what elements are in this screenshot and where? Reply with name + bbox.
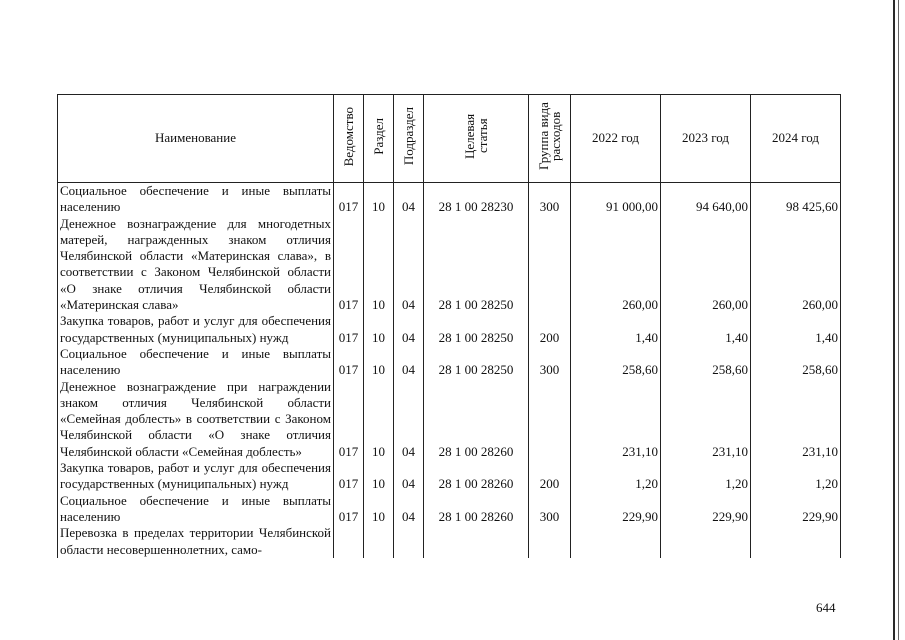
cell-cel: 28 1 00 28250	[424, 216, 529, 314]
cell-group: 300	[529, 183, 571, 216]
cell-name: Денежное вознаграждение при награждении знаком отличия Челябинской области «Семейная доблесть» в соответствии с Законом Челябинской области «О знаке отличия Челябинской области «Семейная доблесть»	[58, 379, 334, 460]
cell-y2023: 1,20	[661, 460, 751, 493]
cell-ved: 017	[334, 460, 364, 493]
cell-y2023: 1,40	[661, 313, 751, 346]
cell-y2024: 1,20	[751, 460, 841, 493]
cell-group: 200	[529, 460, 571, 493]
cell-name: Социальное обеспечение и иные выплаты населению	[58, 493, 334, 526]
cell-y2022: 91 000,00	[571, 183, 661, 216]
cell-y2024: 229,90	[751, 493, 841, 526]
table-row	[58, 379, 841, 460]
header-podrazdel: Подраздел	[394, 95, 424, 183]
header-name: Наименование	[58, 95, 334, 183]
cell-y2024: 98 425,60	[751, 183, 841, 216]
cell-y2024: 1,40	[751, 313, 841, 346]
budget-table	[57, 94, 841, 558]
cell-group: 200	[529, 313, 571, 346]
cell-group	[529, 379, 571, 460]
cell-ved: 017	[334, 313, 364, 346]
table-row	[58, 346, 841, 379]
cell-y2023	[661, 525, 751, 558]
cell-y2022	[571, 525, 661, 558]
cell-podrazdel: 04	[394, 183, 424, 216]
cell-name: Закупка товаров, работ и услуг для обеспечения государственных (муниципальных) нужд	[58, 313, 334, 346]
cell-podrazdel: 04	[394, 379, 424, 460]
cell-podrazdel: 04	[394, 346, 424, 379]
cell-cel: 28 1 00 28260	[424, 379, 529, 460]
cell-y2022: 229,90	[571, 493, 661, 526]
cell-name: Закупка товаров, работ и услуг для обеспечения государственных (муниципальных) нужд	[58, 460, 334, 493]
cell-ved: 017	[334, 493, 364, 526]
cell-y2023: 231,10	[661, 379, 751, 460]
header-razdel: Раздел	[364, 95, 394, 183]
cell-y2024: 231,10	[751, 379, 841, 460]
cell-podrazdel: 04	[394, 216, 424, 314]
cell-group	[529, 525, 571, 558]
cell-y2024: 260,00	[751, 216, 841, 314]
cell-cel: 28 1 00 28250	[424, 313, 529, 346]
cell-podrazdel: 04	[394, 460, 424, 493]
cell-name: Перевозка в пределах территории Челябинской области несовершеннолетних, само-	[58, 525, 334, 558]
cell-podrazdel: 04	[394, 493, 424, 526]
table-row	[58, 313, 841, 346]
cell-y2022: 231,10	[571, 379, 661, 460]
cell-razdel: 10	[364, 460, 394, 493]
cell-y2023: 94 640,00	[661, 183, 751, 216]
cell-name: Денежное вознаграждение для многодетных матерей, награжденных знаком отличия Челябинской области «Материнская слава», в соответствии с Законом Челябинской области «О знаке отличия Челябинской области «Материнская слава»	[58, 216, 334, 314]
cell-group: 300	[529, 346, 571, 379]
table-row	[58, 525, 841, 558]
cell-cel: 28 1 00 28230	[424, 183, 529, 216]
cell-cel	[424, 525, 529, 558]
cell-y2022: 1,20	[571, 460, 661, 493]
header-group: Группа вида расходов	[529, 95, 571, 183]
header-ved: Ведомство	[334, 95, 364, 183]
table-row	[58, 493, 841, 526]
header-cel: Целевая статья	[424, 95, 529, 183]
cell-razdel: 10	[364, 313, 394, 346]
cell-cel: 28 1 00 28250	[424, 346, 529, 379]
cell-group: 300	[529, 493, 571, 526]
cell-razdel	[364, 525, 394, 558]
table-header-row	[58, 95, 841, 183]
cell-razdel: 10	[364, 379, 394, 460]
table-body	[58, 183, 841, 558]
header-2023: 2023 год	[661, 95, 751, 183]
table-row	[58, 183, 841, 216]
cell-y2022: 260,00	[571, 216, 661, 314]
cell-razdel: 10	[364, 216, 394, 314]
cell-y2023: 260,00	[661, 216, 751, 314]
cell-podrazdel	[394, 525, 424, 558]
cell-razdel: 10	[364, 183, 394, 216]
cell-cel: 28 1 00 28260	[424, 460, 529, 493]
header-2024: 2024 год	[751, 95, 841, 183]
cell-y2024	[751, 525, 841, 558]
header-2022: 2022 год	[571, 95, 661, 183]
cell-cel: 28 1 00 28260	[424, 493, 529, 526]
cell-ved: 017	[334, 216, 364, 314]
cell-ved: 017	[334, 379, 364, 460]
cell-group	[529, 216, 571, 314]
cell-razdel: 10	[364, 493, 394, 526]
page-edge-line	[893, 0, 895, 640]
cell-y2023: 229,90	[661, 493, 751, 526]
cell-y2022: 258,60	[571, 346, 661, 379]
cell-name: Социальное обеспечение и иные выплаты населению	[58, 183, 334, 216]
cell-y2024: 258,60	[751, 346, 841, 379]
page-number: 644	[816, 600, 836, 615]
cell-ved	[334, 525, 364, 558]
cell-name: Социальное обеспечение и иные выплаты населению	[58, 346, 334, 379]
cell-y2022: 1,40	[571, 313, 661, 346]
cell-y2023: 258,60	[661, 346, 751, 379]
cell-ved: 017	[334, 183, 364, 216]
page-edge-line-inner	[898, 0, 899, 640]
cell-razdel: 10	[364, 346, 394, 379]
table-row	[58, 216, 841, 314]
cell-ved: 017	[334, 346, 364, 379]
cell-podrazdel: 04	[394, 313, 424, 346]
table-row	[58, 460, 841, 493]
